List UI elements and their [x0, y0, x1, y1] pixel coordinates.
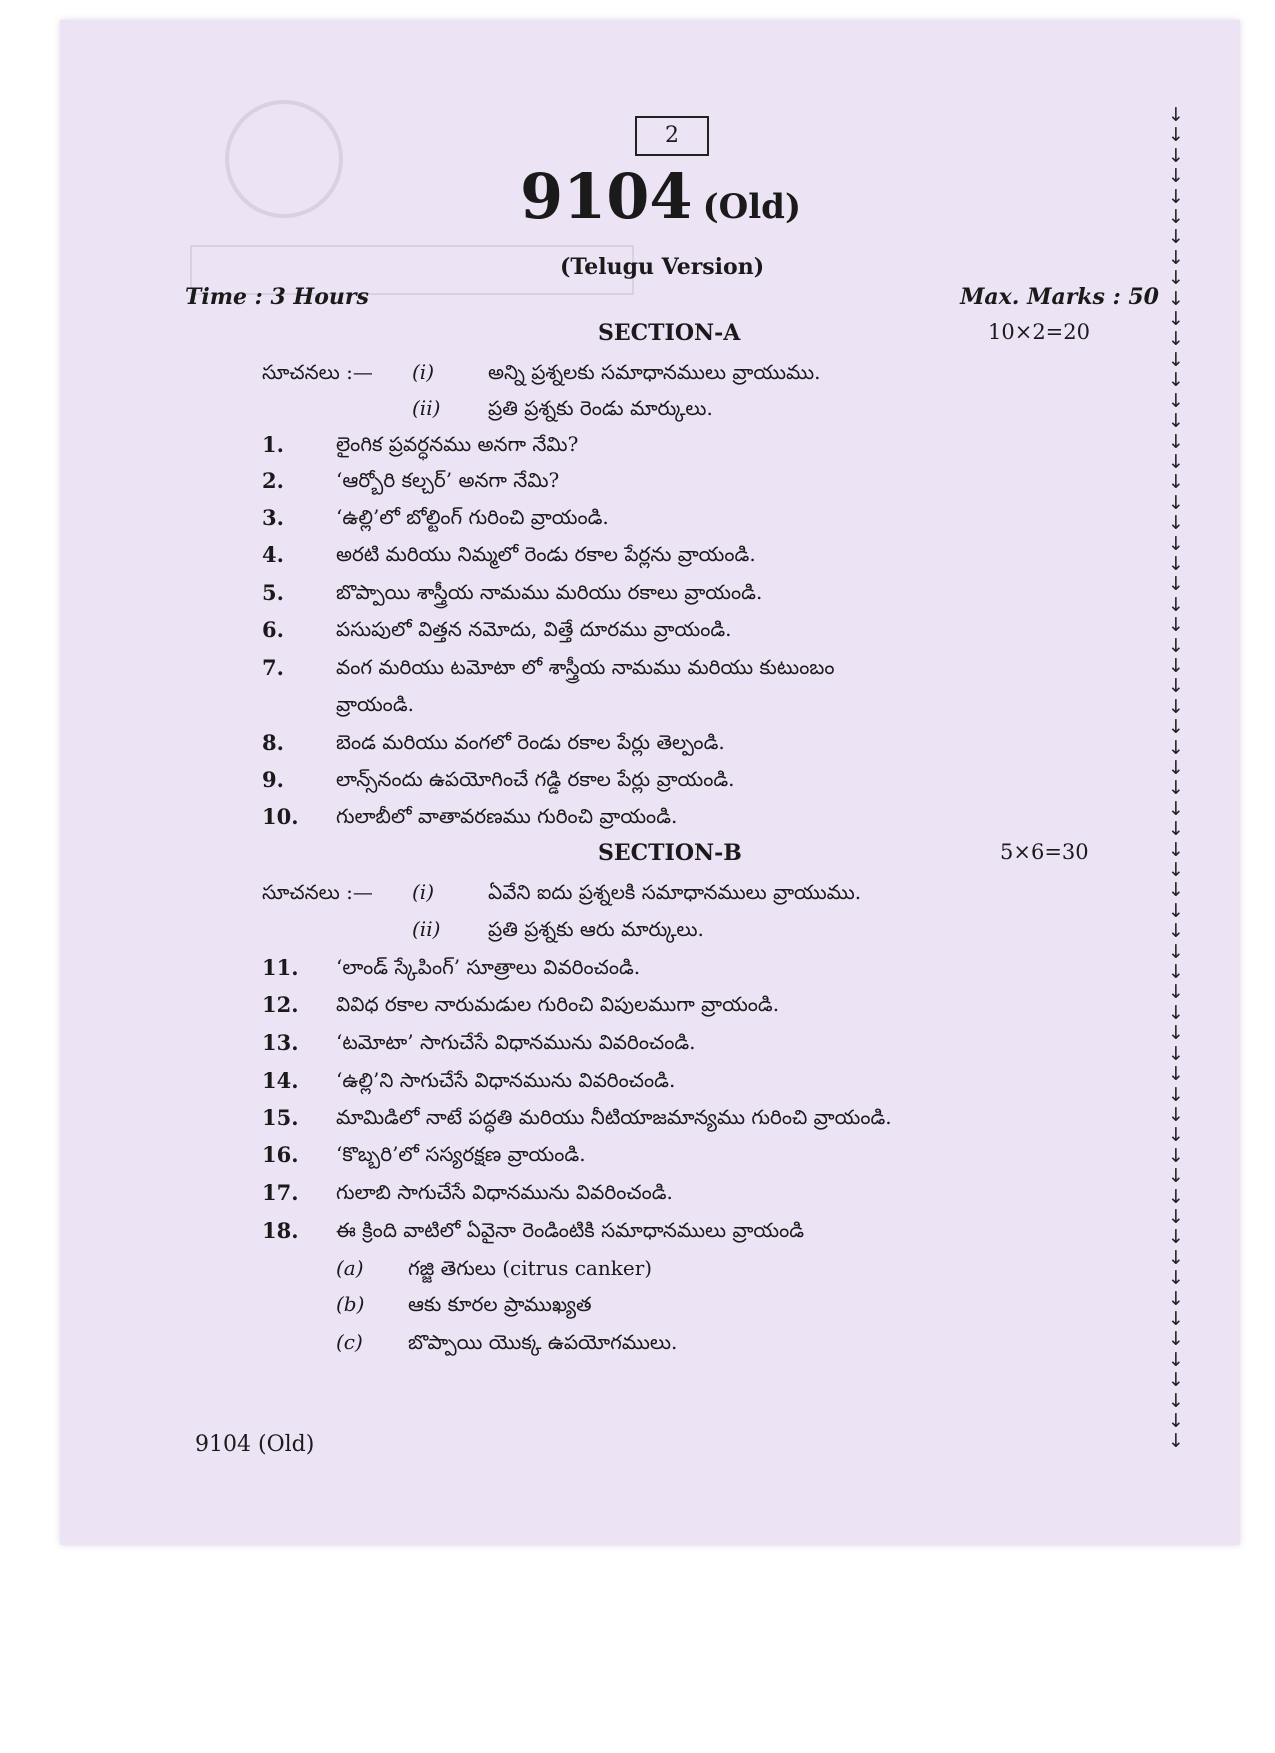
question-number: 11.: [262, 955, 299, 980]
question-text: లాన్స్‌నందు ఉపయోగించే గడ్డి రకాల పేర్లు వ్రాయండి.: [336, 767, 735, 791]
down-arrow-icon: ↓: [1168, 961, 1184, 984]
down-arrow-icon: ↓: [1168, 328, 1184, 351]
question-number: 1.: [262, 432, 284, 457]
question-number: 5.: [262, 580, 284, 605]
paper-code-number: 9104: [520, 160, 693, 233]
down-arrow-icon: ↓: [1168, 287, 1184, 310]
subpart-text: ఆకు కూరల ప్రాముఖ్యత: [408, 1292, 592, 1316]
question-number: 2.: [262, 468, 284, 493]
question-number: 6.: [262, 617, 284, 642]
subpart-label: (c): [336, 1330, 363, 1354]
down-arrow-icon: ↓: [1168, 206, 1184, 229]
down-arrow-icon: ↓: [1168, 226, 1184, 249]
down-arrow-icon: ↓: [1168, 1410, 1184, 1432]
down-arrow-icon: ↓: [1168, 1103, 1184, 1126]
question-number: 15.: [262, 1105, 299, 1130]
down-arrow-icon: ↓: [1168, 1083, 1184, 1106]
down-arrow-icon: ↓: [1168, 1205, 1184, 1228]
question-text: ‘ఆర్బోరి కల్చర్’ అనగా నేమి?: [336, 468, 560, 492]
down-arrow-icon: ↓: [1168, 348, 1184, 371]
question-text: ‘కొబ్బరి’లో సస్యరక్షణ వ్రాయండి.: [336, 1142, 586, 1166]
down-arrow-icon: ↓: [1168, 654, 1184, 677]
down-arrow-icon: ↓: [1168, 185, 1184, 208]
subpart-label: (b): [336, 1292, 365, 1316]
down-arrow-icon: ↓: [1168, 552, 1184, 575]
section-b-note-text: ఏవేని ఐదు ప్రశ్నలకి సమాధానములు వ్రాయుము.: [488, 880, 862, 904]
paper-code: [520, 160, 801, 233]
section-a-title: SECTION-A: [598, 320, 741, 346]
down-arrow-icon: ↓: [1168, 1022, 1184, 1045]
question-number: 4.: [262, 542, 284, 567]
question-text: మామిడిలో నాటే పద్ధతి మరియు నీటియాజమాన్యము గురించి వ్రాయండి.: [336, 1105, 892, 1129]
down-arrow-icon: ↓: [1168, 1287, 1184, 1310]
question-number: 18.: [262, 1218, 299, 1243]
subpart-text: బొప్పాయి యొక్క ఉపయోగములు.: [408, 1330, 678, 1354]
section-a-note-num: (i): [412, 360, 435, 384]
question-number: 9.: [262, 767, 284, 792]
down-arrow-icon: ↓: [1168, 144, 1184, 167]
down-arrow-icon: ↓: [1168, 899, 1184, 922]
down-arrow-icon: ↓: [1168, 308, 1184, 331]
question-number: 12.: [262, 992, 299, 1017]
question-number: 3.: [262, 505, 284, 530]
down-arrow-icon: ↓: [1168, 450, 1184, 473]
down-arrow-icon: ↓: [1168, 879, 1184, 902]
down-arrow-icon: ↓: [1168, 777, 1184, 800]
down-arrow-icon: ↓: [1168, 124, 1184, 147]
down-arrow-icon: ↓: [1168, 1348, 1184, 1371]
down-arrow-icon: ↓: [1168, 940, 1184, 963]
section-a-note-num: (ii): [412, 396, 441, 420]
down-arrow-icon: ↓: [1168, 1165, 1184, 1188]
question-text: ‘టమోటా’ సాగుచేసే విధానమును వివరించండి.: [336, 1030, 696, 1054]
subpart-text: గజ్జి తెగులు (citrus canker): [408, 1256, 653, 1280]
section-b-marks: 5×6=30: [1000, 840, 1089, 864]
down-arrow-icon: ↓: [1168, 491, 1184, 514]
down-arrow-icon: ↓: [1168, 593, 1184, 616]
time-allowed: Time : 3 Hours: [185, 284, 369, 310]
question-text: గులాబి సాగుచేసే విధానమును వివరించండి.: [336, 1180, 673, 1204]
question-number: 13.: [262, 1030, 299, 1055]
question-number: 17.: [262, 1180, 299, 1205]
question-text: ఈ క్రింది వాటిలో ఏవైనా రెండింటికి సమాధానములు వ్రాయండి: [336, 1218, 805, 1242]
question-number: 10.: [262, 804, 299, 829]
question-text: పసుపులో విత్తన నమోదు, విత్తే దూరము వ్రాయండి.: [336, 617, 732, 641]
question-text: ‘ఉల్లి’ని సాగుచేసే విధానమును వివరించండి.: [336, 1068, 676, 1092]
max-marks: Max. Marks : 50: [960, 284, 1159, 310]
down-arrow-icon: ↓: [1168, 1267, 1184, 1290]
down-arrow-icon: ↓: [1168, 1307, 1184, 1330]
down-arrow-icon: ↓: [1168, 369, 1184, 392]
section-b-note-num: (i): [412, 880, 435, 904]
down-arrow-icon: ↓: [1168, 838, 1184, 861]
down-arrow-icon: ↓: [1168, 675, 1184, 698]
down-arrow-icon: ↓: [1168, 512, 1184, 535]
down-arrow-icon: ↓: [1168, 430, 1184, 453]
section-b-note-num: (ii): [412, 917, 441, 941]
question-text: వంగ మరియు టమోటా లో శాస్త్రీయ నామము మరియు కుటుంబం: [336, 655, 835, 679]
down-arrow-icon: ↓: [1168, 634, 1184, 657]
down-arrow-icon: ↓: [1168, 267, 1184, 290]
down-arrow-icon: ↓: [1168, 165, 1184, 188]
paper-code-variant: (Old): [702, 187, 802, 227]
down-arrow-icon: ↓: [1168, 614, 1184, 637]
question-text-continued: వ్రాయండి.: [336, 692, 414, 716]
down-arrow-icon: ↓: [1168, 1042, 1184, 1065]
question-text: ‘లాండ్ స్కేపింగ్’ సూత్రాలు వివరించండి.: [336, 955, 641, 979]
down-arrow-icon: ↓: [1168, 104, 1184, 126]
down-arrow-icon: ↓: [1168, 1063, 1184, 1086]
footer-paper-code: 9104 (Old): [195, 1432, 315, 1457]
question-text: వివిధ రకాల నారుమడుల గురించి విపులముగా వ్రాయండి.: [336, 992, 780, 1016]
down-arrow-icon: ↓: [1168, 1328, 1184, 1351]
down-arrow-icon: ↓: [1168, 695, 1184, 718]
question-text: బెండ మరియు వంగలో రెండు రకాల పేర్లు తెల్పండి.: [336, 730, 725, 754]
question-number: 16.: [262, 1142, 299, 1167]
down-arrow-icon: ↓: [1168, 797, 1184, 820]
down-arrow-icon: ↓: [1168, 1369, 1184, 1392]
question-number: 8.: [262, 730, 284, 755]
down-arrow-icon: ↓: [1168, 1001, 1184, 1024]
bleed-through-seal: [225, 100, 343, 218]
down-arrow-icon: ↓: [1168, 532, 1184, 555]
down-arrow-icon: ↓: [1168, 859, 1184, 882]
down-arrow-icon: ↓: [1168, 246, 1184, 269]
down-arrow-icon: ↓: [1168, 736, 1184, 759]
down-arrow-icon: ↓: [1168, 1226, 1184, 1249]
down-arrow-icon: ↓: [1168, 1124, 1184, 1147]
section-a-note-text: ప్రతి ప్రశ్నకు రెండు మార్కులు.: [488, 396, 713, 420]
margin-arrow-column: [1166, 105, 1186, 1452]
section-b-title: SECTION-B: [598, 840, 742, 866]
down-arrow-icon: ↓: [1168, 1430, 1184, 1453]
section-a-note-text: అన్ని ప్రశ్నలకు సమాధానములు వ్రాయుము.: [488, 360, 821, 384]
question-text: బొప్పాయి శాస్త్రీయ నామము మరియు రకాలు వ్రాయండి.: [336, 580, 763, 604]
down-arrow-icon: ↓: [1168, 920, 1184, 943]
down-arrow-icon: ↓: [1168, 471, 1184, 494]
section-b-note-text: ప్రతి ప్రశ్నకు ఆరు మార్కులు.: [488, 917, 704, 941]
question-text: లైంగిక ప్రవర్ధనము అనగా నేమి?: [336, 432, 579, 456]
down-arrow-icon: ↓: [1168, 410, 1184, 433]
question-text: ‘ఉల్లి’లో బోల్టింగ్ గురించి వ్రాయండి.: [336, 505, 609, 529]
question-text: అరటి మరియు నిమ్మలో రెండు రకాల పేర్లను వ్రాయండి.: [336, 542, 756, 566]
section-a-marks: 10×2=20: [988, 320, 1090, 344]
question-number: 14.: [262, 1068, 299, 1093]
down-arrow-icon: ↓: [1168, 1185, 1184, 1208]
question-number: 7.: [262, 655, 284, 680]
down-arrow-icon: ↓: [1168, 757, 1184, 779]
question-text: గులాబీలో వాతావరణము గురించి వ్రాయండి.: [336, 804, 678, 828]
down-arrow-icon: ↓: [1168, 1144, 1184, 1167]
section-a-note-label: సూచనలు :—: [262, 360, 373, 384]
down-arrow-icon: ↓: [1168, 573, 1184, 596]
page-number-box: 2: [635, 116, 709, 156]
version-label: (Telugu Version): [560, 254, 765, 280]
down-arrow-icon: ↓: [1168, 1246, 1184, 1269]
down-arrow-icon: ↓: [1168, 981, 1184, 1004]
section-b-note-label: సూచనలు :—: [262, 880, 373, 904]
subpart-label: (a): [336, 1256, 364, 1280]
down-arrow-icon: ↓: [1168, 818, 1184, 841]
down-arrow-icon: ↓: [1168, 716, 1184, 739]
down-arrow-icon: ↓: [1168, 389, 1184, 412]
down-arrow-icon: ↓: [1168, 1389, 1184, 1412]
